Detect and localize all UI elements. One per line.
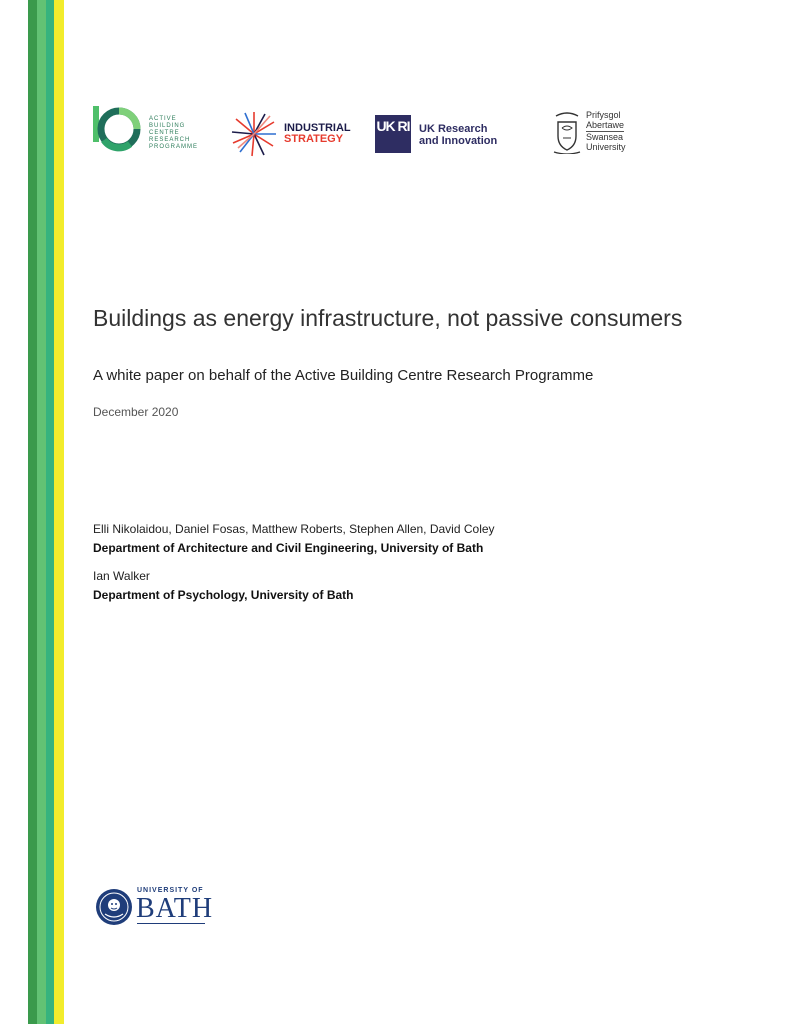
decorative-stripe-dark-green <box>28 0 37 1024</box>
industrial-strategy-text: INDUSTRIAL STRATEGY <box>284 122 351 145</box>
decorative-stripe-teal <box>46 0 54 1024</box>
ukri-text: UK Research and Innovation <box>419 123 498 147</box>
industrial-strategy-logo <box>230 110 355 158</box>
bath-logo-rule <box>137 923 205 924</box>
document-date: December 2020 <box>93 405 179 419</box>
swansea-text: Prifysgol Abertawe Swansea University <box>586 110 626 152</box>
abc-logo-text: ACTIVE BUILDING CENTRE RESEARCH PROGRAMME <box>149 116 199 150</box>
document-title: Buildings as energy infrastructure, not passive consumers <box>93 305 683 331</box>
author-list-1: Elli Nikolaidou, Daniel Fosas, Matthew Roberts, Stephen Allen, David Coley <box>93 522 495 536</box>
document-subtitle: A white paper on behalf of the Active Building Centre Research Programme <box>93 367 594 384</box>
abc-ring-icon <box>92 102 146 156</box>
university-of-bath-logo <box>95 886 214 928</box>
bath-seal-icon <box>95 888 133 926</box>
affiliation-1: Department of Architecture and Civil Engineering, University of Bath <box>93 541 484 555</box>
affiliation-2: Department of Psychology, University of Bath <box>93 588 354 602</box>
ukri-mark: UK RI <box>375 115 411 153</box>
author-list-2: Ian Walker <box>93 569 150 583</box>
bath-logo-big-text: BATH <box>136 893 214 924</box>
active-building-centre-logo <box>92 102 207 156</box>
ukri-logo <box>375 115 505 155</box>
swansea-university-logo <box>552 110 632 156</box>
decorative-stripe-light-green <box>37 0 46 1024</box>
bath-logo-small-text: UNIVERSITY OF <box>137 887 204 894</box>
starburst-icon <box>230 110 278 158</box>
decorative-stripe-yellow <box>54 0 64 1024</box>
crest-icon <box>552 110 582 154</box>
